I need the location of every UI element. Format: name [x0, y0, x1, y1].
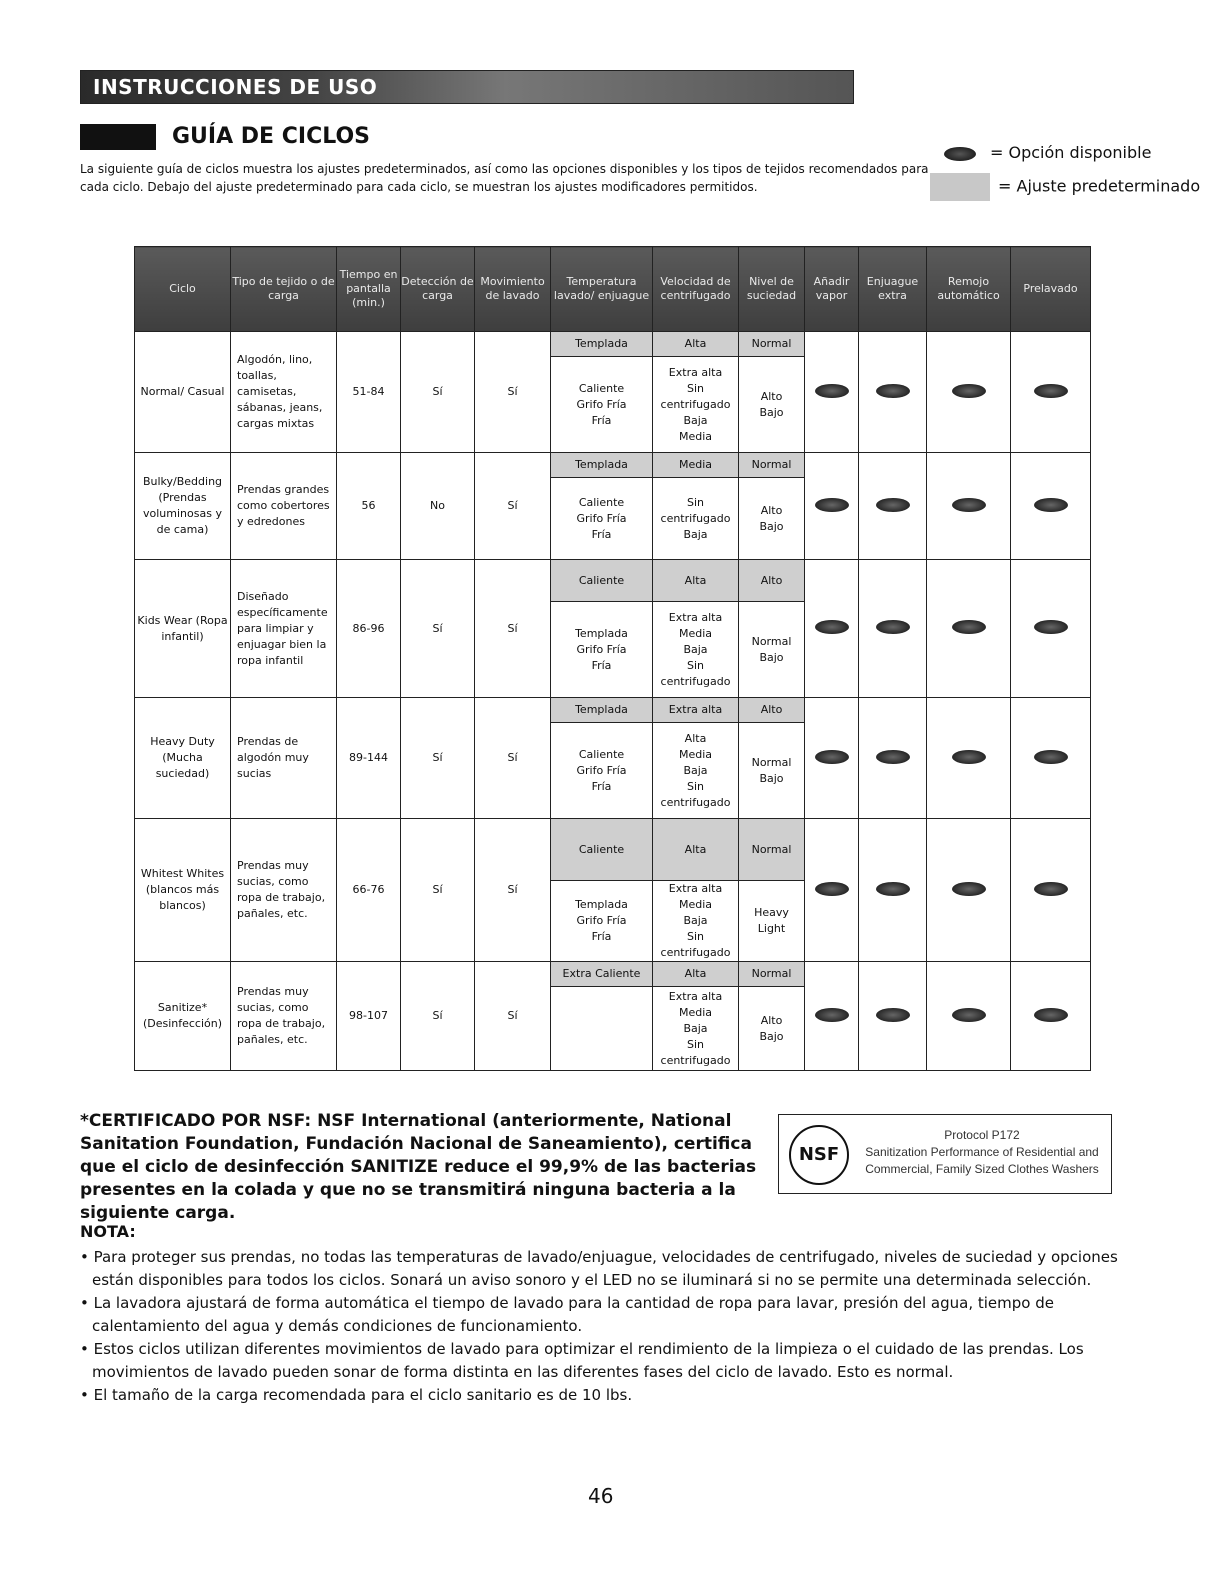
- note-item: • Estos ciclos utilizan diferentes movimientos de lavado para optimizar el rendimiento de la limpieza o el cuidado de las prendas. Los movimientos de lavado pueden sonar de forma distinta en las diferentes fases del ciclo de lavado. Esto es normal.: [80, 1340, 1084, 1381]
- page-title: GUÍA DE CICLOS: [172, 124, 370, 149]
- available-dot-icon: [876, 620, 910, 634]
- spin-options-text: Extra alta Media Baja Sin centrifugado: [660, 882, 731, 959]
- default-temp-text: Caliente: [578, 573, 625, 587]
- option-cell: [805, 819, 859, 962]
- default-soil-text: Alto: [760, 573, 783, 587]
- option-cell: [1011, 332, 1091, 453]
- option-cell: [859, 453, 927, 560]
- soil-options: [739, 478, 805, 560]
- wash-motion-text: Sí: [507, 751, 518, 764]
- cycle-name: [135, 962, 231, 1071]
- default-temp: [551, 560, 653, 602]
- load-detection-text: Sí: [432, 385, 443, 398]
- default-soil-text: Normal: [751, 842, 792, 856]
- default-temp-text: Extra Caliente: [562, 967, 641, 980]
- display-time: [337, 962, 401, 1071]
- display-time: [337, 819, 401, 962]
- option-cell: [927, 560, 1011, 698]
- temp-options-text: Caliente Grifo Fría Fría: [576, 495, 627, 541]
- table-row: [135, 453, 1091, 478]
- option-cell: [927, 962, 1011, 1071]
- load-detection: [401, 453, 475, 560]
- wash-motion: [475, 332, 551, 453]
- available-dot-icon: [815, 882, 849, 896]
- default-spin-text: Alta: [684, 842, 707, 856]
- available-dot-icon: [876, 1008, 910, 1022]
- display-time: [337, 698, 401, 819]
- legend-available: [944, 143, 1151, 162]
- wash-motion-text: Sí: [507, 499, 518, 512]
- available-dot-icon: [815, 384, 849, 398]
- available-dot-icon: [1034, 498, 1068, 512]
- column-header: Enjuague extra: [859, 247, 927, 332]
- fabric-type: [231, 453, 337, 560]
- default-spin-text: Alta: [684, 967, 707, 980]
- option-cell: [805, 453, 859, 560]
- default-soil: [739, 819, 805, 881]
- default-spin: [653, 698, 739, 723]
- option-cell: [859, 698, 927, 819]
- notes-list: [80, 1246, 1120, 1407]
- table-row: [135, 560, 1091, 602]
- soil-options-text: Alto Bajo: [759, 1013, 784, 1043]
- column-header: Prelavado: [1011, 247, 1091, 332]
- title-marker: [80, 124, 156, 150]
- load-detection: [401, 560, 475, 698]
- available-dot-icon: [815, 620, 849, 634]
- available-dot-icon: [952, 498, 986, 512]
- load-detection: [401, 332, 475, 453]
- wash-motion-text: Sí: [507, 621, 518, 635]
- load-detection-text: No: [430, 499, 445, 512]
- soil-options-text: Normal Bajo: [751, 755, 792, 785]
- default-temp-text: Templada: [575, 458, 628, 471]
- fabric-type: [231, 560, 337, 698]
- spin-options: [653, 602, 739, 698]
- default-spin: [653, 560, 739, 602]
- table-row: [135, 962, 1091, 987]
- available-dot-icon: [876, 882, 910, 896]
- display-time-text: 86-96: [352, 621, 385, 635]
- column-header: Tipo de tejido o de carga: [231, 247, 337, 332]
- fabric-type: [231, 819, 337, 962]
- display-time-text: 98-107: [349, 1009, 388, 1022]
- wash-motion: [475, 560, 551, 698]
- temp-options-text: Templada Grifo Fría Fría: [575, 898, 628, 943]
- temp-options: [551, 881, 653, 962]
- load-detection-text: Sí: [432, 883, 443, 896]
- display-time: [337, 332, 401, 453]
- cycle-guide-table: [134, 246, 1091, 1071]
- spin-options: [653, 987, 739, 1071]
- spin-options: [653, 723, 739, 819]
- default-soil: [739, 962, 805, 987]
- fabric-type-text: Prendas grandes como cobertores y edredones: [237, 483, 330, 528]
- default-spin-text: Alta: [684, 573, 707, 587]
- option-cell: [927, 819, 1011, 962]
- available-dot-icon: [952, 384, 986, 398]
- default-soil-text: Alto: [760, 703, 783, 716]
- available-dot-icon: [1034, 882, 1068, 896]
- note-item: • La lavadora ajustará de forma automática el tiempo de lavado para la cantidad de ropa para lavar, presión del agua, tiempo de calentamiento del agua y demás condiciones de funcionamiento.: [80, 1294, 1054, 1335]
- temp-options: [551, 357, 653, 453]
- note-item: • El tamaño de la carga recomendada para el ciclo sanitario es de 10 lbs.: [80, 1386, 633, 1404]
- cycle-name: [135, 819, 231, 962]
- banner-text: INSTRUCCIONES DE USO: [93, 75, 378, 99]
- default-spin: [653, 819, 739, 881]
- default-soil: [739, 698, 805, 723]
- temp-options-text: Templada Grifo Fría Fría: [575, 626, 628, 672]
- note-item: • Para proteger sus prendas, no todas las temperaturas de lavado/enjuague, velocidades de centrifugado, niveles de suciedad y opciones están disponibles para todos los ciclos. Sonará un aviso sonoro y el LED no se iluminará si no se permite una determinada selección.: [80, 1248, 1118, 1289]
- default-temp: [551, 332, 653, 357]
- available-dot-icon: [1034, 1008, 1068, 1022]
- default-soil-text: Normal: [751, 967, 792, 980]
- wash-motion: [475, 698, 551, 819]
- nsf-certification-text: *CERTIFICADO POR NSF: NSF International (anteriormente, National Sanitation Foundation, Fundación Nacional de Saneamiento), certifica que el ciclo de desinfección SANITIZE reduce el 99,9% de las bacterias presentes en la colada y que no se transmitirá ninguna bacteria a la siguiente carga.: [80, 1111, 757, 1223]
- spin-options-text: Extra alta Sin centrifugado Baja Media: [660, 365, 731, 443]
- soil-options-text: Heavy Light: [754, 906, 789, 935]
- default-spin: [653, 453, 739, 478]
- fabric-type-text: Prendas de algodón muy sucias: [237, 735, 309, 780]
- option-cell: [859, 962, 927, 1071]
- cycle-name: [135, 453, 231, 560]
- spin-options: [653, 881, 739, 962]
- available-dot-icon: [952, 750, 986, 764]
- available-dot-icon: [876, 498, 910, 512]
- cycle-name: [135, 698, 231, 819]
- table-row: [135, 819, 1091, 881]
- default-spin: [653, 332, 739, 357]
- intro-text: La siguiente guía de ciclos muestra los ajustes predeterminados, así como las opciones disponibles y los tipos de tejidos recomendados para cada ciclo. Debajo del ajuste predeterminado para cada ciclo, se muestran los ajustes modificadores permitidos.: [80, 162, 929, 194]
- spin-options: [653, 357, 739, 453]
- temp-options: [551, 478, 653, 560]
- option-cell: [1011, 698, 1091, 819]
- load-detection-text: Sí: [432, 1009, 443, 1022]
- available-dot-icon: [876, 750, 910, 764]
- column-header: Añadir vapor: [805, 247, 859, 332]
- default-temp: [551, 962, 653, 987]
- column-header: Movimiento de lavado: [475, 247, 551, 332]
- option-cell: [805, 332, 859, 453]
- default-spin-text: Media: [678, 458, 713, 471]
- fabric-type: [231, 962, 337, 1071]
- wash-motion: [475, 819, 551, 962]
- option-cell: [859, 819, 927, 962]
- spin-options-text: Extra alta Media Baja Sin centrifugado: [660, 989, 731, 1067]
- default-swatch-icon: [930, 173, 990, 201]
- temp-options-text: Caliente Grifo Fría Fría: [576, 381, 627, 427]
- soil-options: [739, 881, 805, 962]
- available-dot-icon: [1034, 384, 1068, 398]
- default-soil: [739, 332, 805, 357]
- table-row: [135, 332, 1091, 357]
- default-spin-text: Extra alta: [668, 703, 723, 716]
- fabric-type-text: Prendas muy sucias, como ropa de trabajo, pañales, etc.: [237, 859, 326, 920]
- cycle-name-text: Sanitize* (Desinfección): [142, 1001, 223, 1030]
- cycle-name: [135, 332, 231, 453]
- legend-available-label: = Opción disponible: [990, 143, 1152, 162]
- spin-options-text: Sin centrifugado Baja: [660, 495, 731, 541]
- page-number: 46: [588, 1484, 614, 1508]
- table-header-row: [135, 247, 1091, 332]
- option-cell: [1011, 453, 1091, 560]
- nota-heading: NOTA:: [80, 1222, 136, 1241]
- load-detection: [401, 698, 475, 819]
- available-dot-icon: [815, 498, 849, 512]
- fabric-type: [231, 332, 337, 453]
- cycle-name-text: Whitest Whites (blancos más blancos): [140, 867, 225, 912]
- temp-options-text: Caliente Grifo Fría Fría: [576, 747, 627, 793]
- column-header: Velocidad de centrifugado: [653, 247, 739, 332]
- available-dot-icon: [815, 1008, 849, 1022]
- default-soil-text: Normal: [751, 337, 792, 350]
- soil-options-text: Alto Bajo: [759, 503, 784, 533]
- column-header: Temperatura lavado/ enjuague: [551, 247, 653, 332]
- fabric-type-text: Diseñado específicamente para limpiar y enjuagar bien la ropa infantil: [237, 589, 328, 667]
- nsf-logo: NSF: [789, 1125, 849, 1185]
- soil-options: [739, 723, 805, 819]
- available-dot-icon: [952, 620, 986, 634]
- option-cell: [805, 560, 859, 698]
- cycle-name: [135, 560, 231, 698]
- temp-options: [551, 723, 653, 819]
- default-temp: [551, 698, 653, 723]
- display-time-text: 66-76: [352, 883, 385, 896]
- column-header: Detección de carga: [401, 247, 475, 332]
- soil-options: [739, 357, 805, 453]
- default-soil: [739, 560, 805, 602]
- fabric-type-text: Prendas muy sucias, como ropa de trabajo, pañales, etc.: [237, 985, 326, 1046]
- default-temp-text: Caliente: [578, 842, 625, 856]
- fabric-type: [231, 698, 337, 819]
- available-dot-icon: [1034, 620, 1068, 634]
- display-time-text: 51-84: [352, 385, 385, 398]
- load-detection-text: Sí: [432, 751, 443, 764]
- soil-options: [739, 602, 805, 698]
- available-dot-icon: [815, 750, 849, 764]
- option-cell: [1011, 560, 1091, 698]
- available-dot-icon: [944, 147, 976, 161]
- spin-options-text: Alta Media Baja Sin centrifugado: [660, 731, 731, 809]
- default-spin: [653, 962, 739, 987]
- column-header: Remojo automático: [927, 247, 1011, 332]
- option-cell: [805, 962, 859, 1071]
- soil-options-text: Alto Bajo: [759, 389, 784, 419]
- spin-options: [653, 478, 739, 560]
- load-detection: [401, 819, 475, 962]
- default-soil: [739, 453, 805, 478]
- option-cell: [1011, 819, 1091, 962]
- option-cell: [859, 332, 927, 453]
- option-cell: [859, 560, 927, 698]
- option-cell: [805, 698, 859, 819]
- default-temp-text: Templada: [575, 337, 628, 350]
- column-header: Ciclo: [135, 247, 231, 332]
- legend-default: [930, 173, 1200, 201]
- section-banner: [80, 70, 854, 104]
- cycle-name-text: Bulky/Bedding (Prendas voluminosas y de cama): [142, 475, 223, 536]
- nsf-protocol-box: [778, 1114, 1112, 1194]
- nsf-protocol-desc: Sanitization Performance of Residential and Commercial, Family Sized Clothes Washers: [865, 1145, 1099, 1176]
- fabric-type-text: Algodón, lino, toallas, camisetas, sábanas, jeans, cargas mixtas: [237, 353, 323, 430]
- soil-options-text: Normal Bajo: [751, 634, 792, 664]
- wash-motion-text: Sí: [507, 1009, 518, 1022]
- wash-motion-text: Sí: [507, 385, 518, 398]
- display-time-text: 56: [361, 499, 376, 512]
- temp-options: [551, 987, 653, 1071]
- nsf-protocol-info: [859, 1127, 1105, 1178]
- cycle-name-text: Kids Wear (Ropa infantil): [137, 613, 228, 643]
- option-cell: [1011, 962, 1091, 1071]
- display-time: [337, 560, 401, 698]
- option-cell: [927, 332, 1011, 453]
- soil-options: [739, 987, 805, 1071]
- load-detection-text: Sí: [432, 621, 443, 635]
- default-spin-text: Alta: [684, 337, 707, 350]
- spin-options-text: Extra alta Media Baja Sin centrifugado: [660, 610, 731, 688]
- option-cell: [927, 453, 1011, 560]
- default-temp-text: Templada: [575, 703, 628, 716]
- wash-motion: [475, 962, 551, 1071]
- table-row: [135, 698, 1091, 723]
- column-header: Tiempo en pantalla (min.): [337, 247, 401, 332]
- available-dot-icon: [876, 384, 910, 398]
- cycle-name-text: Normal/ Casual: [140, 385, 225, 398]
- column-header: Nivel de suciedad: [739, 247, 805, 332]
- available-dot-icon: [952, 1008, 986, 1022]
- display-time: [337, 453, 401, 560]
- default-temp: [551, 453, 653, 478]
- available-dot-icon: [1034, 750, 1068, 764]
- cycle-name-text: Heavy Duty (Mucha suciedad): [150, 735, 215, 780]
- temp-options: [551, 602, 653, 698]
- legend-default-label: = Ajuste predeterminado: [998, 176, 1201, 196]
- default-soil-text: Normal: [751, 458, 792, 471]
- default-temp: [551, 819, 653, 881]
- option-cell: [927, 698, 1011, 819]
- available-dot-icon: [952, 882, 986, 896]
- nsf-protocol: Protocol P172: [944, 1128, 1020, 1142]
- wash-motion-text: Sí: [507, 883, 518, 896]
- display-time-text: 89-144: [349, 751, 388, 764]
- wash-motion: [475, 453, 551, 560]
- load-detection: [401, 962, 475, 1071]
